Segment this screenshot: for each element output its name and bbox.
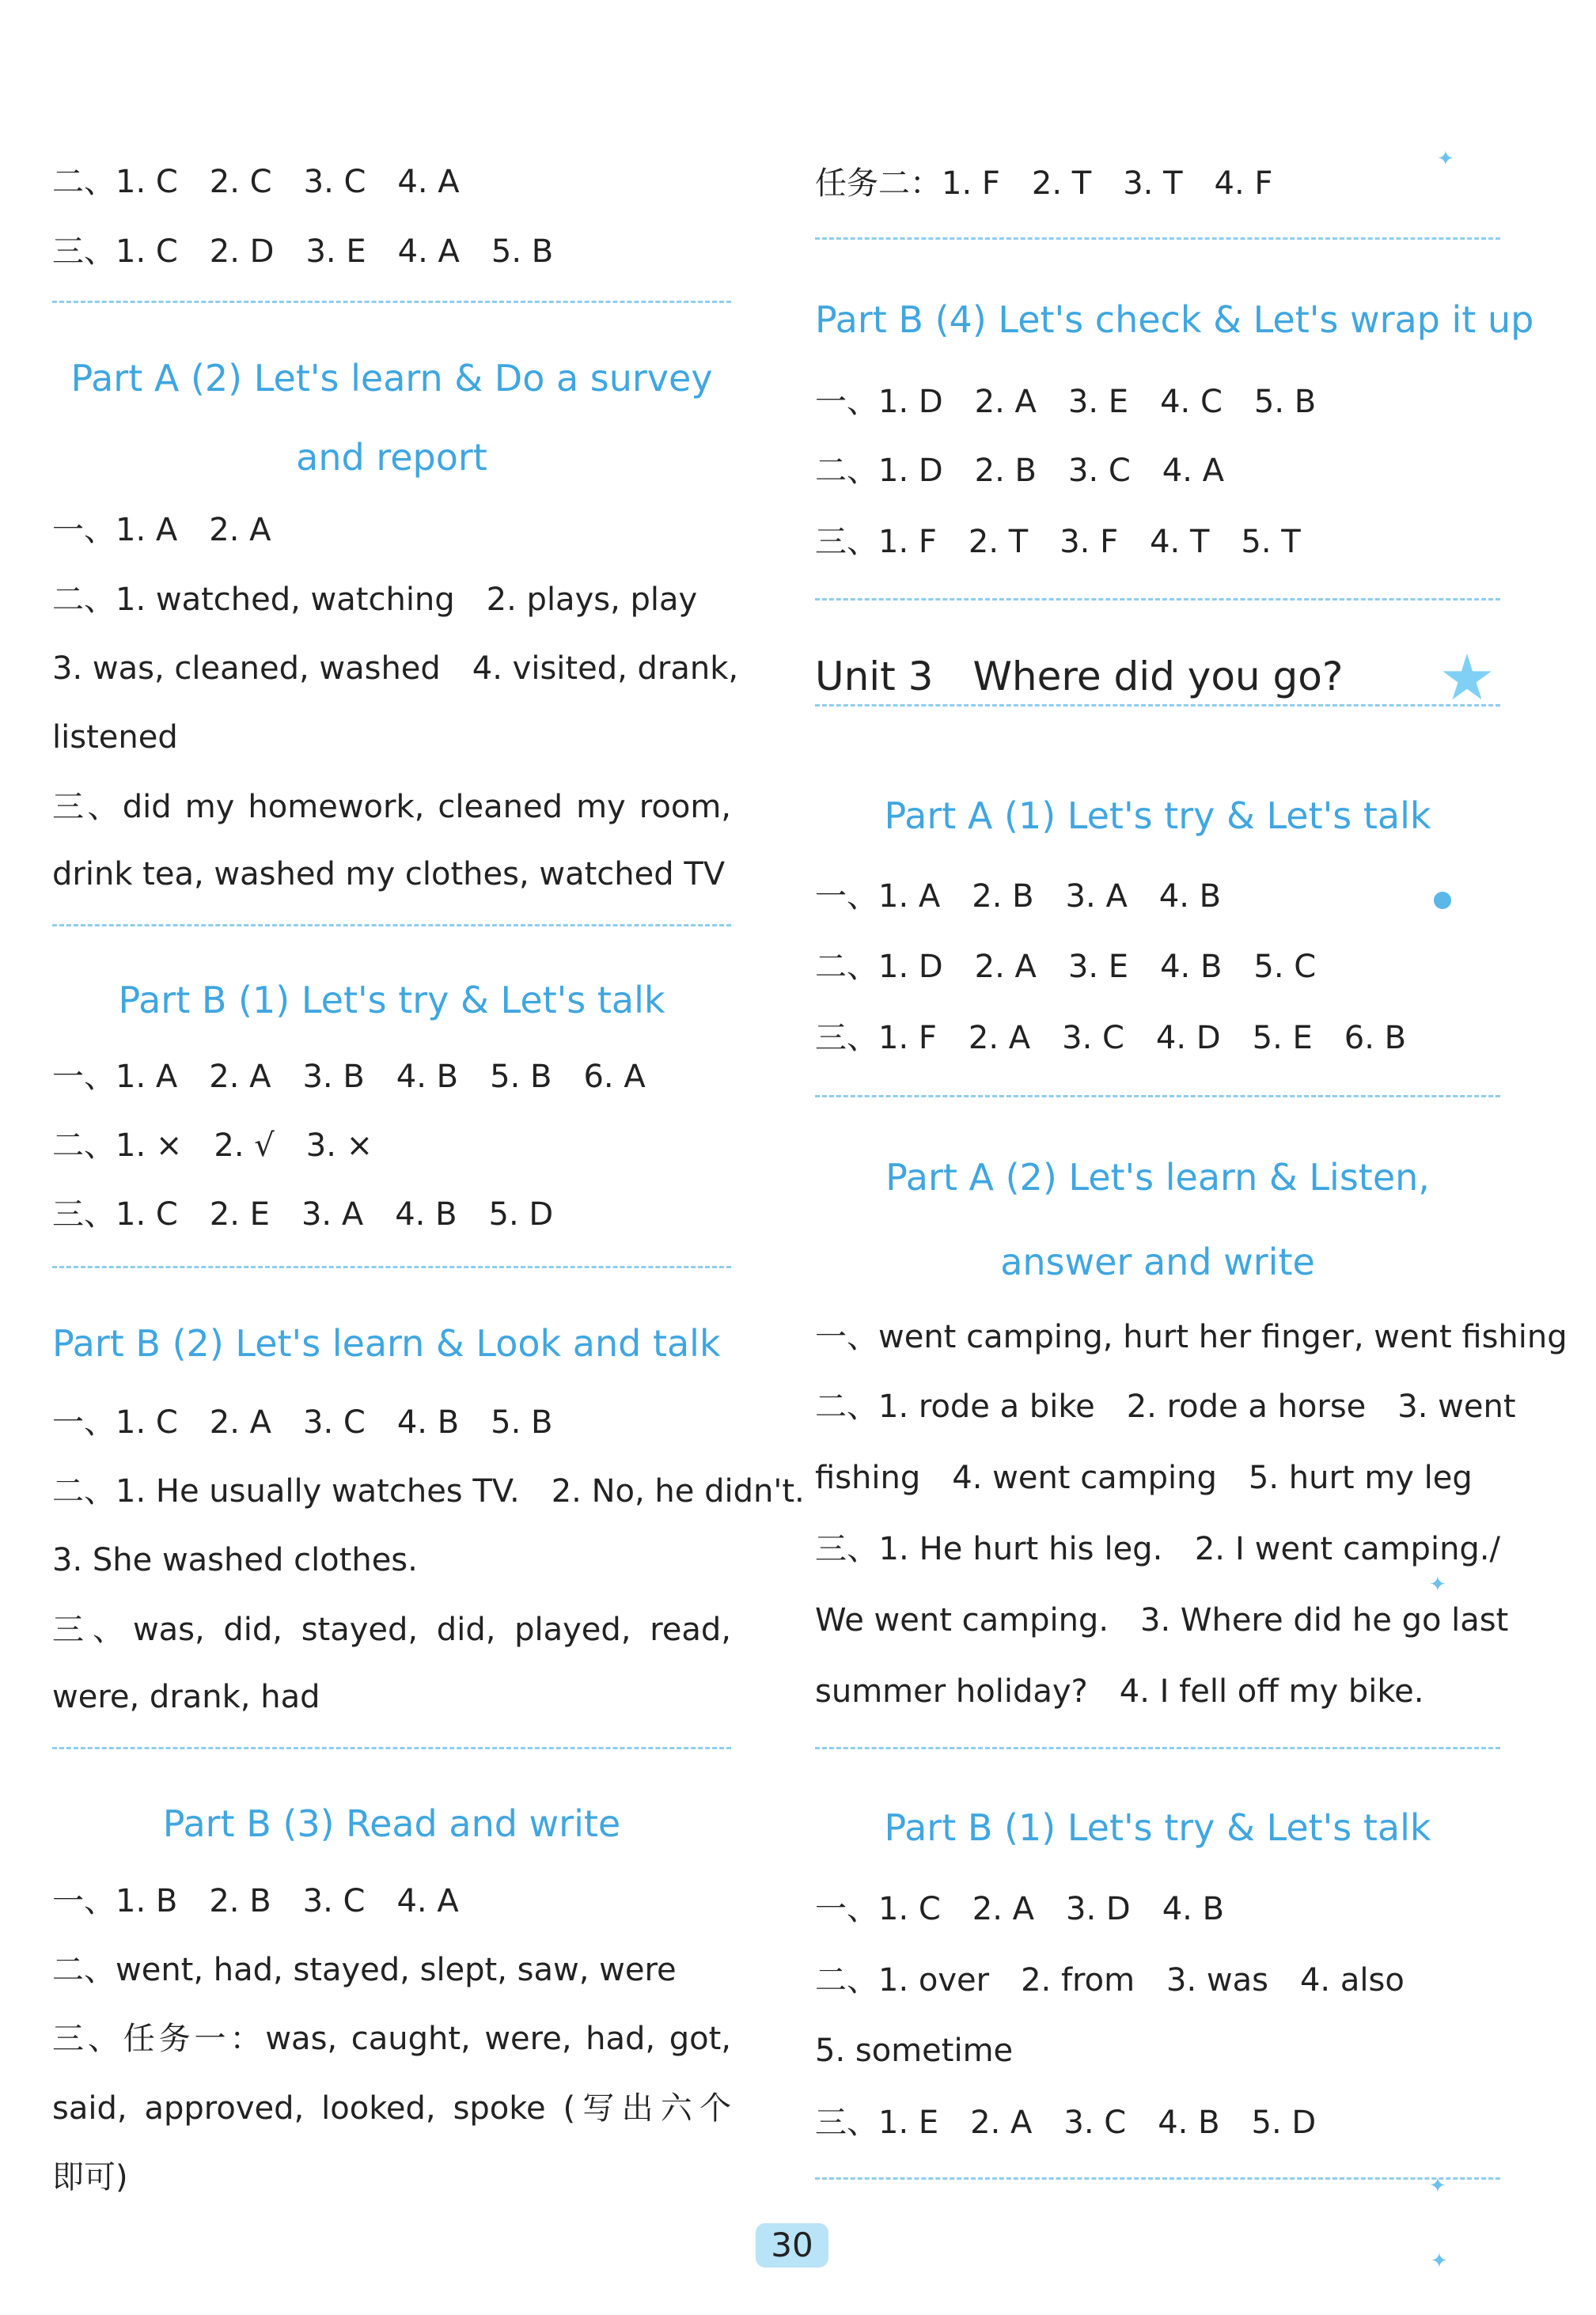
answer-line: 三、did my homework, cleaned my room, <box>52 789 731 825</box>
answer-line: 二、1. over 2. from 3. was 4. also <box>815 1962 1405 1999</box>
answer-line: 三、1. C 2. E 3. A 4. B 5. D <box>52 1196 554 1233</box>
answer-line: drink tea, washed my clothes, watched TV <box>52 856 726 892</box>
answer-line: 一、1. A 2. A 3. B 4. B 5. B 6. A <box>52 1059 646 1095</box>
answer-line: 5. sometime <box>815 2033 1014 2069</box>
section-divider <box>815 1747 1500 1749</box>
answer-line: 三、1. C 2. D 3. E 4. A 5. B <box>52 233 554 270</box>
section-heading: Part A (2) Let's learn & Listen, <box>885 1156 1430 1199</box>
answer-line: 即可) <box>52 2159 128 2196</box>
answer-line: 3. was, cleaned, washed 4. visited, drank, <box>52 650 739 687</box>
answer-line: 一、1. A 2. B 3. A 4. B <box>815 878 1222 915</box>
section-divider <box>52 1747 731 1749</box>
dot-icon <box>1434 892 1451 909</box>
section-heading: Part B (3) Read and write <box>162 1802 621 1845</box>
sparkle-icon: ✦ <box>1431 2249 1448 2273</box>
sparkle-icon: ✦ <box>1429 2174 1446 2198</box>
answer-line: 一、went camping, hurt her finger, went fishing <box>815 1319 1568 1355</box>
answer-line: 二、1. C 2. C 3. C 4. A <box>52 164 460 200</box>
answer-line: 二、1. He usually watches TV. 2. No, he didn't. <box>52 1473 805 1510</box>
answer-line: 三、1. E 2. A 3. C 4. B 5. D <box>815 2105 1317 2141</box>
section-heading: Part A (1) Let's try & Let's talk <box>884 794 1431 837</box>
answer-line: 一、1. C 2. A 3. C 4. B 5. B <box>52 1404 553 1441</box>
answer-line: 三、1. He hurt his leg. 2. I went camping./ <box>815 1531 1500 1567</box>
section-divider <box>52 301 731 303</box>
section-heading: Part B (4) Let's check & Let's wrap it up <box>815 298 1534 341</box>
answer-line: 三、1. F 2. A 3. C 4. D 5. E 6. B <box>815 1020 1407 1056</box>
answer-line: 二、1. watched, watching 2. plays, play <box>52 582 698 618</box>
section-heading-cont: answer and write <box>1000 1241 1315 1283</box>
answer-line: fishing 4. went camping 5. hurt my leg <box>815 1460 1473 1496</box>
section-divider <box>815 598 1500 601</box>
sparkle-icon: ✦ <box>1429 1573 1446 1597</box>
page-number: 30 <box>756 2223 828 2268</box>
section-divider <box>815 704 1500 707</box>
answer-line: 二、1. × 2. √ 3. × <box>52 1127 373 1164</box>
answer-line: 二、1. D 2. A 3. E 4. B 5. C <box>815 949 1317 985</box>
section-heading-cont: and report <box>296 436 487 479</box>
answer-line: 二、went, had, stayed, slept, saw, were <box>52 1952 677 1988</box>
answer-line: were, drank, had <box>52 1679 320 1715</box>
answer-line: 一、1. D 2. A 3. E 4. C 5. B <box>815 384 1317 420</box>
section-divider <box>815 1095 1500 1097</box>
answer-line: 一、1. A 2. A <box>52 512 271 548</box>
answer-line: We went camping. 3. Where did he go last <box>815 1602 1509 1639</box>
section-divider <box>52 924 731 926</box>
answer-line: 三、任务一：was, caught, were, had, got, <box>52 2021 731 2057</box>
section-heading: Part B (1) Let's try & Let's talk <box>118 979 665 1021</box>
section-divider <box>815 237 1500 240</box>
answer-line: listened <box>52 719 178 756</box>
answer-line: 二、1. D 2. B 3. C 4. A <box>815 453 1225 489</box>
answer-line: said, approved, looked, spoke (写出六个 <box>52 2090 731 2127</box>
answer-line: 三、1. F 2. T 3. F 4. T 5. T <box>815 524 1301 560</box>
section-divider <box>52 1266 731 1268</box>
section-heading: Part A (2) Let's learn & Do a survey <box>70 357 713 400</box>
answer-line: summer holiday? 4. I fell off my bike. <box>815 1673 1424 1710</box>
section-heading: Part B (2) Let's learn & Look and talk <box>52 1322 721 1365</box>
answer-line: 3. She washed clothes. <box>52 1542 418 1578</box>
answer-line: 任务二：1. F 2. T 3. T 4. F <box>815 165 1273 202</box>
unit-title: Unit 3 Where did you go? <box>815 654 1344 699</box>
answer-line: 三、was, did, stayed, did, played, read, <box>52 1612 731 1648</box>
sparkle-icon: ✦ <box>1437 147 1454 171</box>
section-divider <box>815 2177 1500 2180</box>
answer-line: 二、1. rode a bike 2. rode a horse 3. went <box>815 1389 1516 1425</box>
section-heading: Part B (1) Let's try & Let's talk <box>884 1806 1431 1849</box>
answer-line: 一、1. C 2. A 3. D 4. B <box>815 1891 1225 1927</box>
answer-line: 一、1. B 2. B 3. C 4. A <box>52 1883 459 1919</box>
